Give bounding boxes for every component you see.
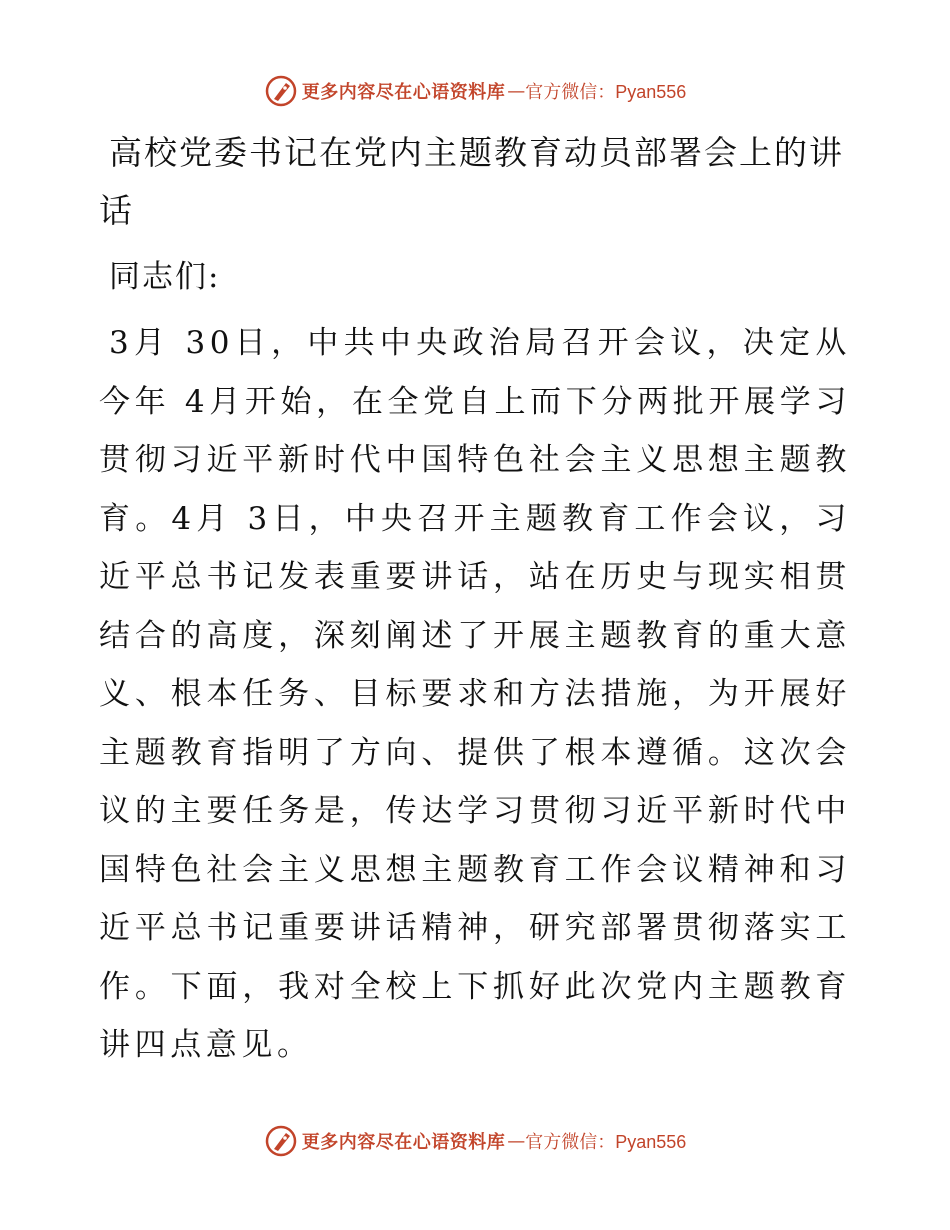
greeting: 同志们:: [109, 259, 221, 295]
banner-site-text: 更多内容尽在心语资料库: [301, 1132, 506, 1153]
banner-wechat-text: 官方微信：Pyan556: [525, 1132, 687, 1152]
paragraph: 3月 30日，中共中央政治局召开会议，决定从今年 4月开始，在全党自上而下分两批开展学习贯彻习近平新时代中国特色社会主义思想主题教育。4月 3日，中央召开主题教育工作会议，习近平总书记发表重要讲话，站在历史与现实相贯结合的高度，深刻阐述了开展主题教育的重大意义、根本任务、目标要求和方法措施，为开展好主题教育指明了方向、提供了根本遵循。这次会议的主要任务是，传达学习贯彻习近平新时代中国特色社会主义思想主题教育工作会议精神和习近平总书记重要讲话精神，研究部署贯彻落实工作。下面，我对全校上下抓好此次党内主题教育讲四点意见。: [99, 325, 851, 1063]
document-title: 高校党委书记在党内主题教育动员部署会上的讲话: [99, 133, 844, 230]
header-watermark-banner: [0, 71, 950, 111]
banner-separator: —: [507, 80, 526, 102]
document-body: [99, 124, 851, 1075]
footer-watermark-banner: [0, 1121, 950, 1161]
pen-nib-logo-icon: [264, 1124, 298, 1158]
banner-site-text: 更多内容尽在心语资料库: [301, 82, 506, 103]
banner-wechat-text: 官方微信：Pyan556: [525, 82, 687, 102]
pen-nib-logo-icon: [264, 74, 298, 108]
banner-separator: —: [507, 1130, 526, 1152]
